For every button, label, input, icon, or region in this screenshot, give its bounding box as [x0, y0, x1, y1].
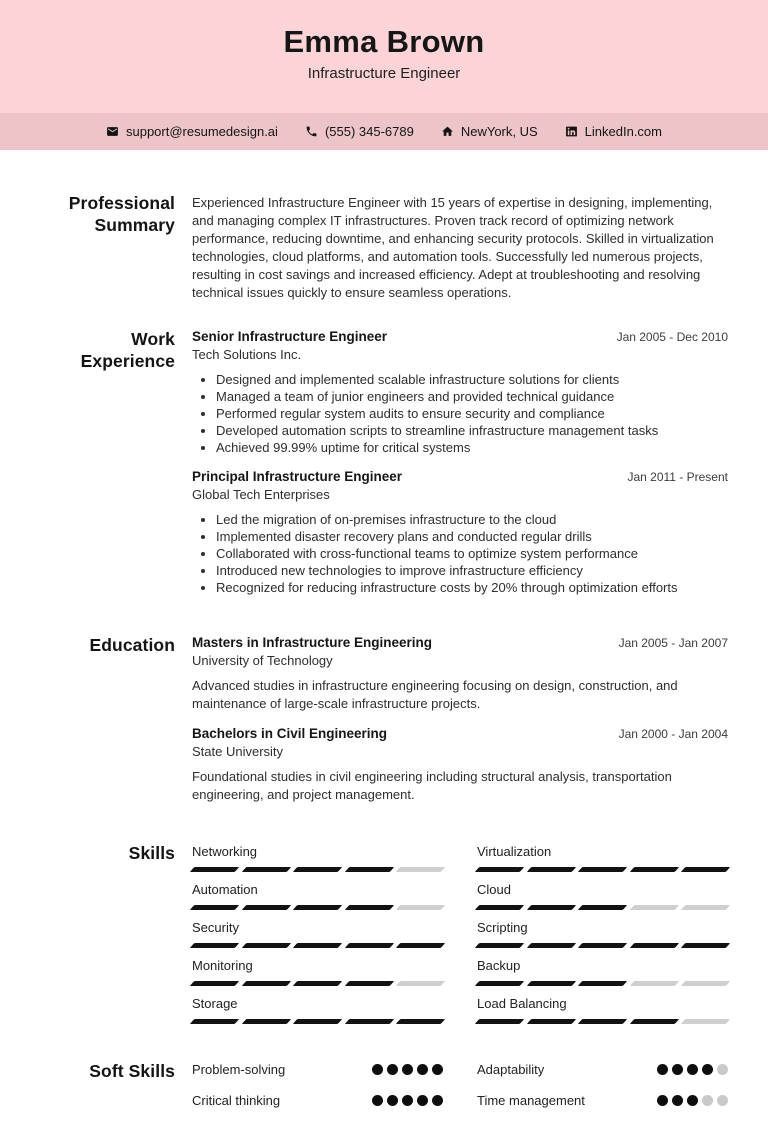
skill-bar-segment — [396, 1019, 445, 1024]
skill-bar-segment — [578, 905, 627, 910]
skill-name: Monitoring — [192, 958, 253, 973]
skill-bar — [192, 1019, 443, 1024]
skill-item — [192, 844, 443, 872]
candidate-job-title: Infrastructure Engineer — [307, 65, 461, 82]
soft-skill-name: Problem-solving — [192, 1062, 286, 1077]
school-name: University of Technology — [192, 653, 333, 668]
skill-item — [477, 920, 728, 948]
skill-bar-segment — [578, 943, 627, 948]
education-entry-header — [192, 725, 728, 743]
skill-item — [192, 958, 443, 986]
skill-bar-segment — [681, 867, 730, 872]
skill-bar-segment — [293, 981, 342, 986]
summary-text: Experienced Infrastructure Engineer with 15 years of expertise in designing, implementing, and managing complex IT infrastructures. Proven track record of optimizing network performance, reducing downtime, and enhancing security protocols. Skilled in virtualization technologies, cloud platforms, and automation tools. Successfully led numerous projects, resulting in cost savings and increased efficiency. Adept at troubleshooting and resolving technical issues quickly to ensure seamless operations. — [192, 195, 714, 300]
skill-bar — [477, 1019, 728, 1024]
soft-skill-name: Adaptability — [477, 1062, 545, 1077]
skill-bar — [192, 943, 443, 948]
job-entry — [192, 468, 728, 596]
skill-item — [477, 996, 728, 1024]
skill-bar-segment — [396, 905, 445, 910]
rating-dot — [372, 1095, 383, 1106]
skill-bar-segment — [241, 981, 290, 986]
job-company: Tech Solutions Inc. — [192, 347, 302, 362]
skill-bar — [477, 867, 728, 872]
rating-dot — [417, 1095, 428, 1106]
skill-name: Security — [192, 920, 239, 935]
job-bullet: • Introduced new technologies to improve infrastructure efficiency — [216, 562, 728, 579]
job-bullet: • Performed regular system audits to ensure security and compliance — [216, 405, 728, 422]
school-name: State University — [192, 744, 284, 759]
education-entry — [192, 725, 728, 804]
skill-bar-segment — [578, 867, 627, 872]
rating-dot — [387, 1064, 398, 1075]
home-icon — [441, 125, 454, 138]
skill-bar — [477, 943, 728, 948]
soft-skill-rating — [657, 1095, 728, 1106]
skill-bar-segment — [396, 981, 445, 986]
skill-bar — [192, 867, 443, 872]
skill-bar-segment — [396, 867, 445, 872]
job-entry — [192, 328, 728, 456]
soft-skill-rating — [657, 1064, 728, 1075]
skill-bar — [192, 981, 443, 986]
soft-skill-name: Critical thinking — [192, 1093, 281, 1108]
education-list — [192, 634, 728, 816]
rating-dot — [372, 1064, 383, 1075]
linkedin-contact-item — [565, 124, 662, 139]
skill-bar-segment — [190, 943, 239, 948]
skill-name: Load Balancing — [477, 996, 567, 1011]
section-professional-summary — [60, 192, 728, 302]
job-bullet-list — [192, 371, 728, 456]
skill-bar-segment — [578, 1019, 627, 1024]
work-experience-list — [192, 328, 728, 608]
skill-bar-segment — [241, 1019, 290, 1024]
skill-bar — [477, 905, 728, 910]
rating-dot — [717, 1095, 728, 1106]
skill-bar-segment — [190, 1019, 239, 1024]
skill-bar-segment — [578, 981, 627, 986]
contact-bar — [0, 113, 768, 150]
skill-bar-segment — [345, 981, 394, 986]
skill-bar-segment — [475, 905, 524, 910]
degree-title: Masters in Infrastructure Engineering — [192, 635, 433, 650]
skill-bar-segment — [681, 981, 730, 986]
resume-body — [0, 150, 768, 1124]
soft-skill-item — [477, 1062, 728, 1077]
candidate-name: Emma Brown — [283, 24, 485, 59]
job-bullet: • Managed a team of junior engineers and provided technical guidance — [216, 388, 728, 405]
contact-text: LinkedIn.com — [584, 124, 662, 139]
skill-bar-segment — [190, 867, 239, 872]
rating-dot — [717, 1064, 728, 1075]
skill-bar-segment — [681, 1019, 730, 1024]
skill-name: Cloud — [477, 882, 511, 897]
education-dates: Jan 2000 - Jan 2004 — [618, 727, 728, 741]
rating-dot — [417, 1064, 428, 1075]
phone-contact-item — [305, 124, 414, 139]
phone-icon — [305, 125, 318, 138]
skill-bar-segment — [345, 905, 394, 910]
section-title-soft-skills: Soft Skills — [89, 1061, 175, 1081]
email-contact-item — [106, 124, 278, 139]
soft-skill-item — [477, 1093, 728, 1108]
soft-skill-rating — [372, 1095, 443, 1106]
skill-bar — [192, 905, 443, 910]
job-dates: Jan 2011 - Present — [627, 470, 728, 484]
skill-item — [192, 920, 443, 948]
section-title-work-experience: Work Experience — [80, 329, 175, 371]
skill-name: Storage — [192, 996, 238, 1011]
rating-dot — [657, 1064, 668, 1075]
skill-bar-segment — [345, 943, 394, 948]
rating-dot — [687, 1064, 698, 1075]
skill-bar-segment — [241, 905, 290, 910]
job-entry-header — [192, 468, 728, 486]
job-company: Global Tech Enterprises — [192, 487, 330, 502]
rating-dot — [672, 1095, 683, 1106]
contact-text: (555) 345-6789 — [324, 124, 414, 139]
education-description: Advanced studies in infrastructure engineering focusing on design, construction, and maintenance of large-scale infrastructure projects. — [192, 678, 678, 711]
home-contact-item — [441, 124, 538, 139]
skills-grid — [192, 842, 728, 1034]
job-bullet: • Designed and implemented scalable infrastructure solutions for clients — [216, 371, 728, 388]
section-title-education: Education — [89, 635, 175, 655]
soft-skill-item — [192, 1093, 443, 1108]
skill-bar-segment — [293, 905, 342, 910]
resume-header — [0, 0, 768, 113]
skill-item — [192, 996, 443, 1024]
job-entry-header — [192, 328, 728, 346]
skill-bar-segment — [241, 867, 290, 872]
skill-bar-segment — [475, 1019, 524, 1024]
skill-bar-segment — [345, 867, 394, 872]
job-bullet-list — [192, 511, 728, 596]
skill-bar-segment — [475, 943, 524, 948]
education-entry — [192, 634, 728, 713]
soft-skill-item — [192, 1062, 443, 1077]
skill-bar — [477, 981, 728, 986]
rating-dot — [657, 1095, 668, 1106]
education-dates: Jan 2005 - Jan 2007 — [618, 636, 728, 650]
skill-bar-segment — [190, 905, 239, 910]
job-title: Senior Infrastructure Engineer — [192, 329, 388, 344]
contact-text: support@resumedesign.ai — [125, 124, 278, 139]
education-entry-header — [192, 634, 728, 652]
degree-title: Bachelors in Civil Engineering — [192, 726, 388, 741]
rating-dot — [402, 1064, 413, 1075]
job-bullet: • Collaborated with cross-functional teams to optimize system performance — [216, 545, 728, 562]
skill-bar-segment — [475, 867, 524, 872]
rating-dot — [402, 1095, 413, 1106]
skill-bar-segment — [681, 943, 730, 948]
rating-dot — [687, 1095, 698, 1106]
skill-item — [477, 882, 728, 910]
skill-bar-segment — [526, 905, 575, 910]
job-bullet: • Achieved 99.99% uptime for critical systems — [216, 439, 728, 456]
rating-dot — [672, 1064, 683, 1075]
skill-bar-segment — [526, 943, 575, 948]
section-skills — [60, 842, 728, 1034]
skill-bar-segment — [345, 1019, 394, 1024]
job-bullet: • Implemented disaster recovery plans and conducted regular drills — [216, 528, 728, 545]
section-work-experience — [60, 328, 728, 608]
soft-skill-name: Time management — [477, 1093, 585, 1108]
linkedin-icon — [565, 125, 578, 138]
skill-name: Virtualization — [477, 844, 552, 859]
skill-item — [192, 882, 443, 910]
skill-bar-segment — [681, 905, 730, 910]
job-bullet: • Developed automation scripts to streamline infrastructure management tasks — [216, 422, 728, 439]
summary-body — [192, 192, 728, 302]
skill-bar-segment — [630, 981, 679, 986]
soft-skill-rating — [372, 1064, 443, 1075]
section-education — [60, 634, 728, 816]
skill-bar-segment — [293, 943, 342, 948]
skill-name: Networking — [192, 844, 258, 859]
skill-name: Scripting — [477, 920, 528, 935]
skill-name: Automation — [192, 882, 258, 897]
email-icon — [106, 125, 119, 138]
contact-text: NewYork, US — [460, 124, 538, 139]
skill-item — [477, 958, 728, 986]
skill-bar-segment — [293, 867, 342, 872]
skill-bar-segment — [630, 905, 679, 910]
skill-bar-segment — [630, 867, 679, 872]
rating-dot — [702, 1064, 713, 1075]
skill-bar-segment — [526, 1019, 575, 1024]
skill-name: Backup — [477, 958, 521, 973]
rating-dot — [387, 1095, 398, 1106]
skill-bar-segment — [630, 943, 679, 948]
job-title: Principal Infrastructure Engineer — [192, 469, 403, 484]
section-title-skills: Skills — [128, 843, 175, 863]
skill-item — [477, 844, 728, 872]
job-dates: Jan 2005 - Dec 2010 — [616, 330, 728, 344]
skill-bar-segment — [241, 943, 290, 948]
job-bullet: • Led the migration of on-premises infrastructure to the cloud — [216, 511, 728, 528]
section-soft-skills — [60, 1060, 728, 1124]
rating-dot — [432, 1095, 443, 1106]
rating-dot — [702, 1095, 713, 1106]
skill-bar-segment — [630, 1019, 679, 1024]
skill-bar-segment — [293, 1019, 342, 1024]
section-title-professional-summary: Professional Summary — [68, 193, 175, 235]
rating-dot — [432, 1064, 443, 1075]
skill-bar-segment — [190, 981, 239, 986]
soft-skills-grid — [192, 1060, 728, 1124]
skill-bar-segment — [396, 943, 445, 948]
job-bullet: • Recognized for reducing infrastructure costs by 20% through optimization efforts — [216, 579, 728, 596]
skill-bar-segment — [475, 981, 524, 986]
skill-bar-segment — [526, 867, 575, 872]
education-description: Foundational studies in civil engineering including structural analysis, transportation engineering, and project management. — [192, 769, 672, 802]
skill-bar-segment — [526, 981, 575, 986]
